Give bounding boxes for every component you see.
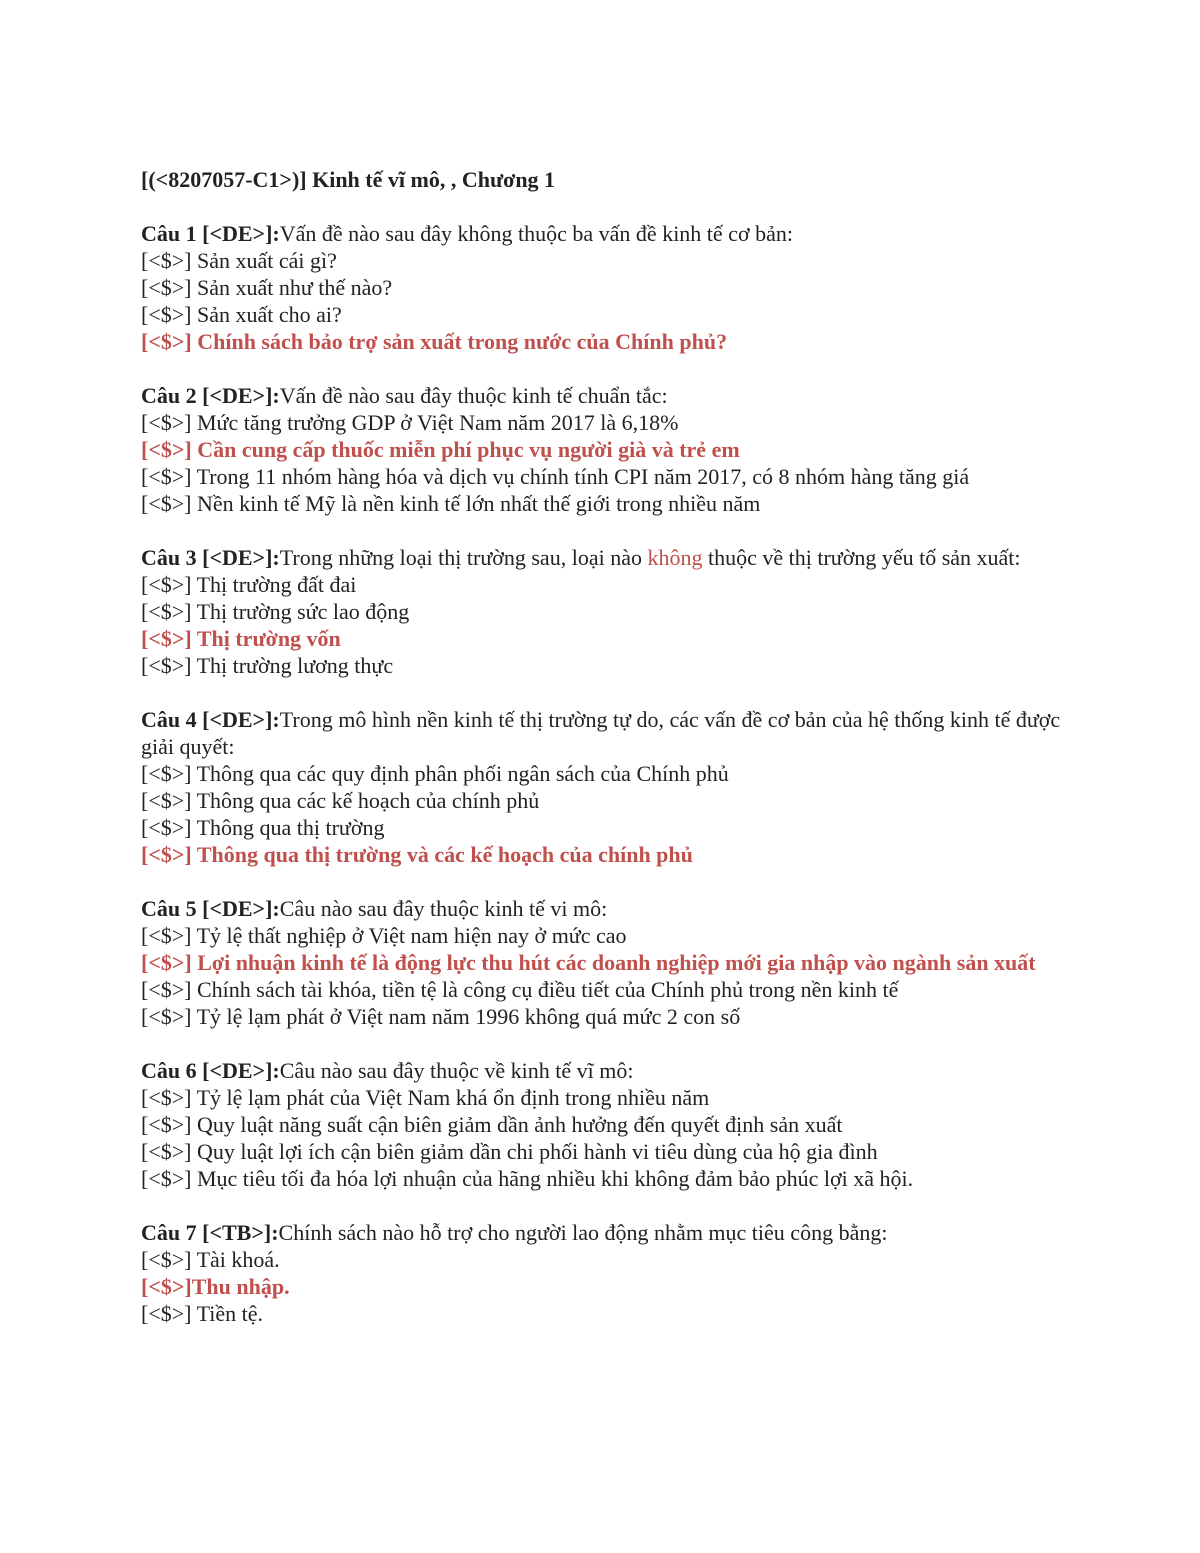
question-stem [141, 1219, 1061, 1246]
answer-option: [<$>] Thông qua các kế hoạch của chính phủ [141, 788, 540, 813]
answer-option: [<$>] Thị trường lương thực [141, 653, 394, 678]
document-title: [(<8207057-C1>)] Kinh tế vĩ mô, , Chương 1 [141, 167, 556, 192]
answer-option: [<$>] Sản xuất cái gì? [141, 248, 337, 273]
answer-option: [<$>] Sản xuất cho ai? [141, 302, 342, 327]
question-7 [141, 1219, 1061, 1327]
question-text: Vấn đề nào sau đây không thuộc ba vấn đề kinh tế cơ bản: [279, 221, 793, 246]
correct-answer-option: [<$>]Thu nhập. [141, 1274, 290, 1299]
question-text: Trong mô hình nền kinh tế thị trường tự do, các vấn đề cơ bản của hệ thống kinh tế được giải quyết: [141, 707, 1061, 759]
question-text: Chính sách nào hỗ trợ cho người lao động nhằm mục tiêu công bằng: [278, 1220, 888, 1245]
question-stem [141, 544, 1061, 571]
correct-answer-option: [<$>] Thông qua thị trường và các kế hoạch của chính phủ [141, 842, 693, 867]
answer-option: [<$>] Thị trường đất đai [141, 572, 357, 597]
correct-answer-option: [<$>] Chính sách bảo trợ sản xuất trong nước của Chính phủ? [141, 329, 728, 354]
question-stem [141, 895, 1061, 922]
question-4 [141, 706, 1061, 868]
correct-answer-option: [<$>] Cần cung cấp thuốc miễn phí phục vụ người già và trẻ em [141, 437, 740, 462]
answer-option: [<$>] Chính sách tài khóa, tiền tệ là công cụ điều tiết của Chính phủ trong nền kinh tế [141, 977, 899, 1002]
question-label: Câu 7 [<TB>]: [141, 1220, 279, 1245]
answer-option: [<$>] Quy luật lợi ích cận biên giảm dần chi phối hành vi tiêu dùng của hộ gia đình [141, 1139, 878, 1164]
correct-answer-option: [<$>] Thị trường vốn [141, 626, 341, 651]
question-5 [141, 895, 1061, 1030]
question-6 [141, 1057, 1061, 1192]
answer-option: [<$>] Tài khoá. [141, 1247, 280, 1272]
answer-option: [<$>] Sản xuất như thế nào? [141, 275, 393, 300]
answer-option: [<$>] Trong 11 nhóm hàng hóa và dịch vụ chính tính CPI năm 2017, có 8 nhóm hàng tăng giá [141, 464, 970, 489]
question-label: Câu 2 [<DE>]: [141, 383, 280, 408]
answer-option: [<$>] Tỷ lệ thất nghiệp ở Việt nam hiện nay ở mức cao [141, 923, 627, 948]
answer-option: [<$>] Tiền tệ. [141, 1301, 263, 1326]
question-label: Câu 4 [<DE>]: [141, 707, 280, 732]
question-label: Câu 1 [<DE>]: [141, 221, 280, 246]
answer-option: [<$>] Tỷ lệ lạm phát ở Việt nam năm 1996 không quá mức 2 con số [141, 1004, 741, 1029]
question-label: Câu 3 [<DE>]: [141, 545, 280, 570]
question-text: Vấn đề nào sau đây thuộc kinh tế chuẩn tắc: [279, 383, 668, 408]
question-text: Câu nào sau đây thuộc về kinh tế vĩ mô: [279, 1058, 634, 1083]
answer-option: [<$>] Thông qua các quy định phân phối ngân sách của Chính phủ [141, 761, 729, 786]
question-stem [141, 382, 1061, 409]
question-text-continued: thuộc về thị trường yếu tố sản xuất: [702, 545, 1021, 570]
question-stem [141, 220, 1061, 247]
question-3 [141, 544, 1061, 679]
answer-option: [<$>] Tỷ lệ lạm phát của Việt Nam khá ổn định trong nhiều năm [141, 1085, 710, 1110]
answer-option: [<$>] Thị trường sức lao động [141, 599, 410, 624]
answer-option: [<$>] Mục tiêu tối đa hóa lợi nhuận của hãng nhiều khi không đảm bảo phúc lợi xã hội. [141, 1166, 914, 1191]
answer-option: [<$>] Quy luật năng suất cận biên giảm dần ảnh hưởng đến quyết định sản xuất [141, 1112, 843, 1137]
correct-answer-option: [<$>] Lợi nhuận kinh tế là động lực thu hút các doanh nghiệp mới gia nhập vào ngành sản xuất [141, 950, 1036, 975]
question-2 [141, 382, 1061, 517]
question-stem [141, 706, 1061, 760]
document-page [141, 166, 1061, 1354]
highlighted-word: không [647, 545, 703, 570]
question-label: Câu 6 [<DE>]: [141, 1058, 280, 1083]
question-1 [141, 220, 1061, 355]
answer-option: [<$>] Mức tăng trưởng GDP ở Việt Nam năm 2017 là 6,18% [141, 410, 679, 435]
question-stem [141, 1057, 1061, 1084]
question-text: Câu nào sau đây thuộc kinh tế vi mô: [279, 896, 608, 921]
question-label: Câu 5 [<DE>]: [141, 896, 280, 921]
question-text: Trong những loại thị trường sau, loại nào [279, 545, 648, 570]
answer-option: [<$>] Nền kinh tế Mỹ là nền kinh tế lớn nhất thế giới trong nhiều năm [141, 491, 761, 516]
answer-option: [<$>] Thông qua thị trường [141, 815, 385, 840]
